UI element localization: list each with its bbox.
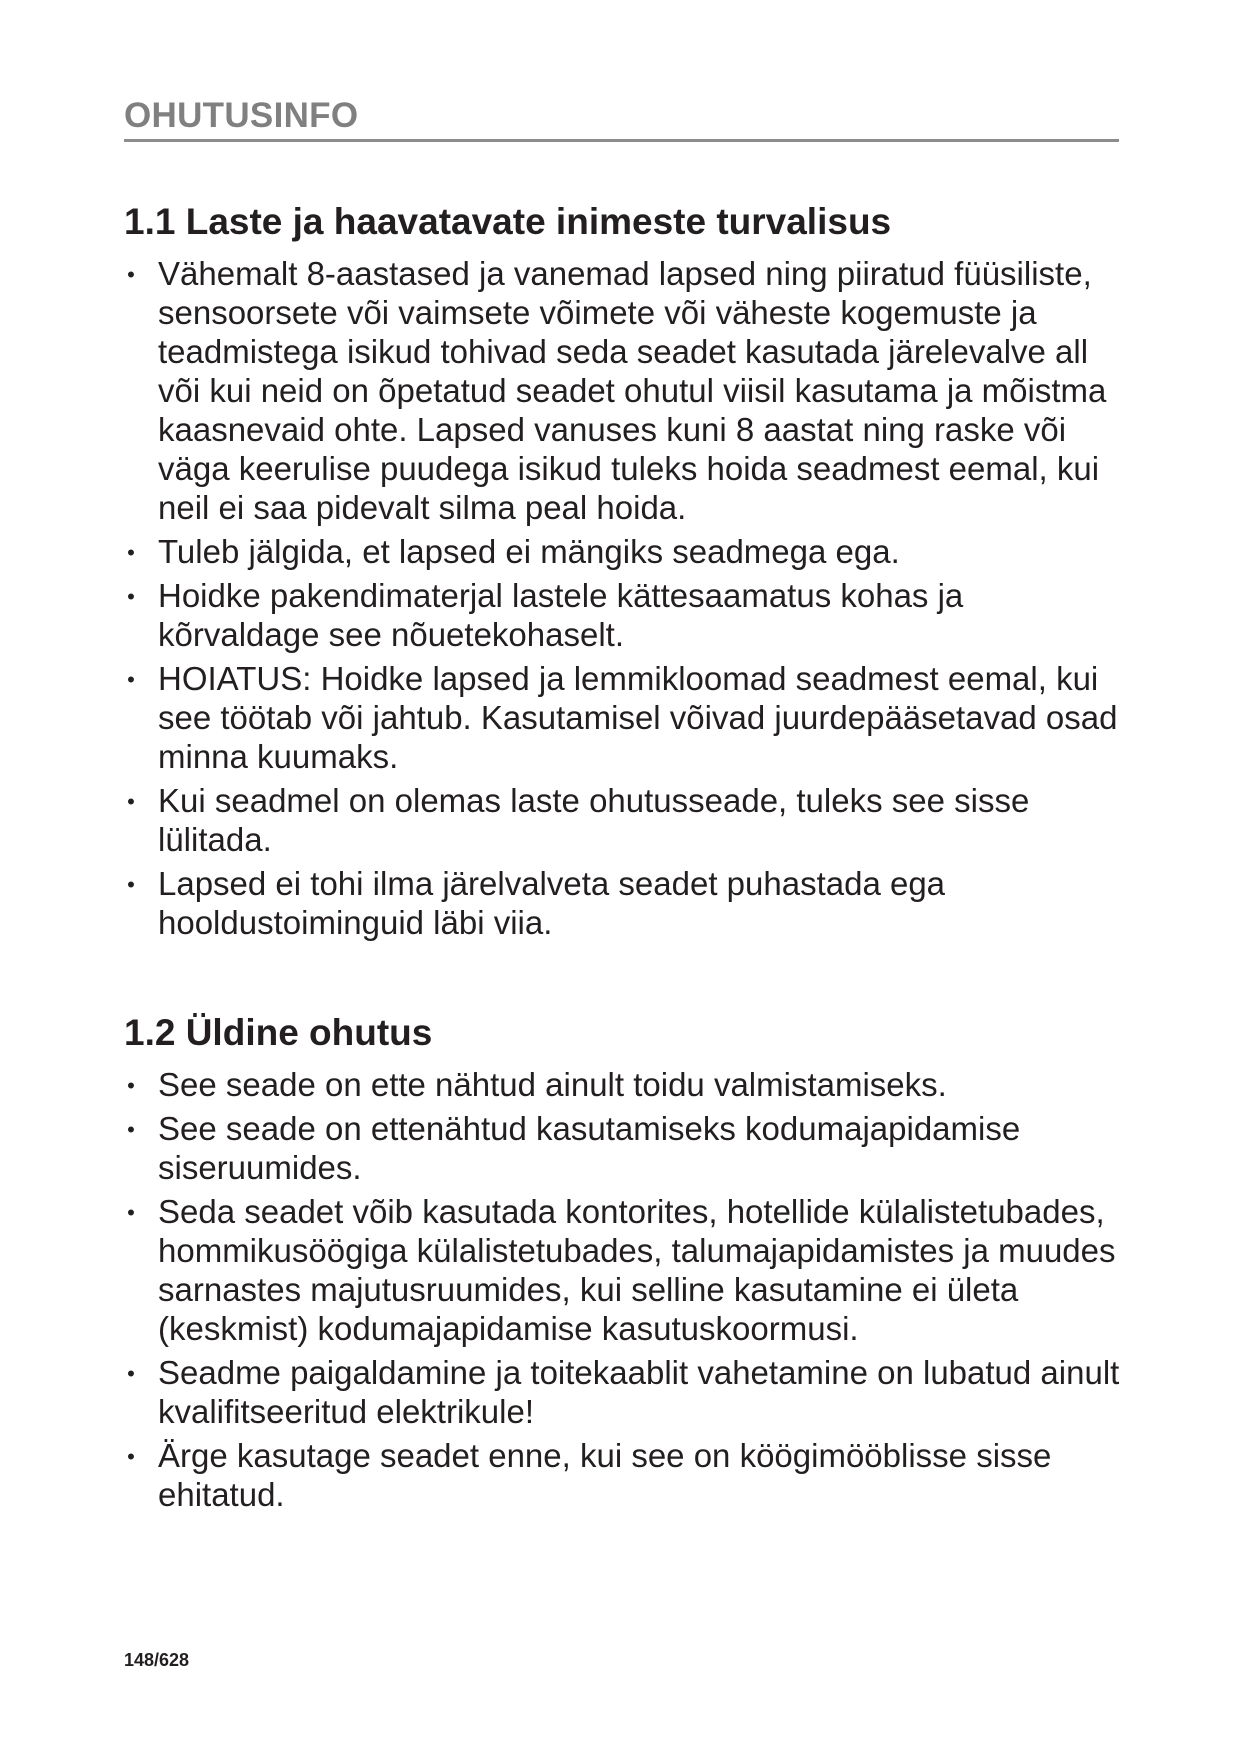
page-header-title: OHUTUSINFO xyxy=(124,96,359,135)
list-item xyxy=(124,1192,1124,1348)
bullet-list xyxy=(124,254,1124,942)
list-item xyxy=(124,1353,1124,1431)
list-item xyxy=(124,1065,1124,1104)
document-page xyxy=(124,0,1119,1754)
list-item-text: Ärge kasutage seadet enne, kui see on köögimööblisse sisse ehitatud. xyxy=(158,1437,1052,1513)
list-item-text: HOIATUS: Hoidke lapsed ja lemmikloomad seadmest eemal, kui see töötab või jahtub. Kasutamisel võivad juurdepääsetavad osad minna kuumaks. xyxy=(158,660,1118,775)
list-item-text: Seda seadet võib kasutada kontorites, hotellide külalistetubades, hommikusöögiga külalistetubades, talumajapidamistes ja muudes sarnastes majutusruumides, kui selline kasutamine ei ületa (keskmist) kodumajapidamise kasutuskoormusi. xyxy=(158,1193,1116,1347)
list-item-text: Seadme paigaldamine ja toitekaablit vahetamine on lubatud ainult kvalifitseeritud elektrikule! xyxy=(158,1354,1120,1430)
bullet-icon: • xyxy=(127,667,135,692)
bullet-icon: • xyxy=(127,872,135,897)
section-title: 1.1 Laste ja haavatavate inimeste turvalisus xyxy=(124,201,892,242)
bullet-icon: • xyxy=(127,1444,135,1469)
list-item xyxy=(124,576,1124,654)
list-item-text: See seade on ette nähtud ainult toidu valmistamiseks. xyxy=(158,1066,947,1103)
header-divider xyxy=(124,139,1119,142)
list-item xyxy=(124,254,1124,527)
list-item-text: Hoidke pakendimaterjal lastele kättesaamatus kohas ja kõrvaldage see nõuetekohaselt. xyxy=(158,577,964,653)
bullet-icon: • xyxy=(127,789,135,814)
bullet-list xyxy=(124,1065,1124,1514)
bullet-icon: • xyxy=(127,262,135,287)
page-number: 148/628 xyxy=(124,1650,190,1670)
list-item xyxy=(124,1436,1124,1514)
list-item xyxy=(124,659,1124,776)
list-item-text: Vähemalt 8-aastased ja vanemad lapsed ning piiratud füüsiliste, sensoorsete või vaimsete võimete või väheste kogemuste ja teadmistega isikud tohivad seda seadet kasutada järelevalve all või kui neid on õpetatud seadet ohutul viisil kasutama ja mõistma kaasnevaid ohte. Lapsed vanuses kuni 8 aastat ning raske või väga keerulise puudega isikud tuleks hoida seadmest eemal, kui neil ei saa pidevalt silma peal hoida. xyxy=(158,255,1107,526)
list-item-text: Kui seadmel on olemas laste ohutusseade, tuleks see sisse lülitada. xyxy=(158,782,1030,858)
list-item-text: Tuleb jälgida, et lapsed ei mängiks seadmega ega. xyxy=(158,533,900,570)
list-item xyxy=(124,532,1124,571)
bullet-icon: • xyxy=(127,540,135,565)
section-child-safety xyxy=(124,198,1124,947)
list-item xyxy=(124,1109,1124,1187)
section-general-safety xyxy=(124,1009,1124,1519)
list-item xyxy=(124,781,1124,859)
bullet-icon: • xyxy=(127,1361,135,1386)
list-item xyxy=(124,864,1124,942)
list-item-text: Lapsed ei tohi ilma järelvalveta seadet puhastada ega hooldustoiminguid läbi viia. xyxy=(158,865,946,941)
list-item-text: See seade on ettenähtud kasutamiseks kodumajapidamise siseruumides. xyxy=(158,1110,1021,1186)
bullet-icon: • xyxy=(127,1073,135,1098)
bullet-icon: • xyxy=(127,584,135,609)
bullet-icon: • xyxy=(127,1117,135,1142)
section-title: 1.2 Üldine ohutus xyxy=(124,1012,433,1053)
bullet-icon: • xyxy=(127,1200,135,1225)
